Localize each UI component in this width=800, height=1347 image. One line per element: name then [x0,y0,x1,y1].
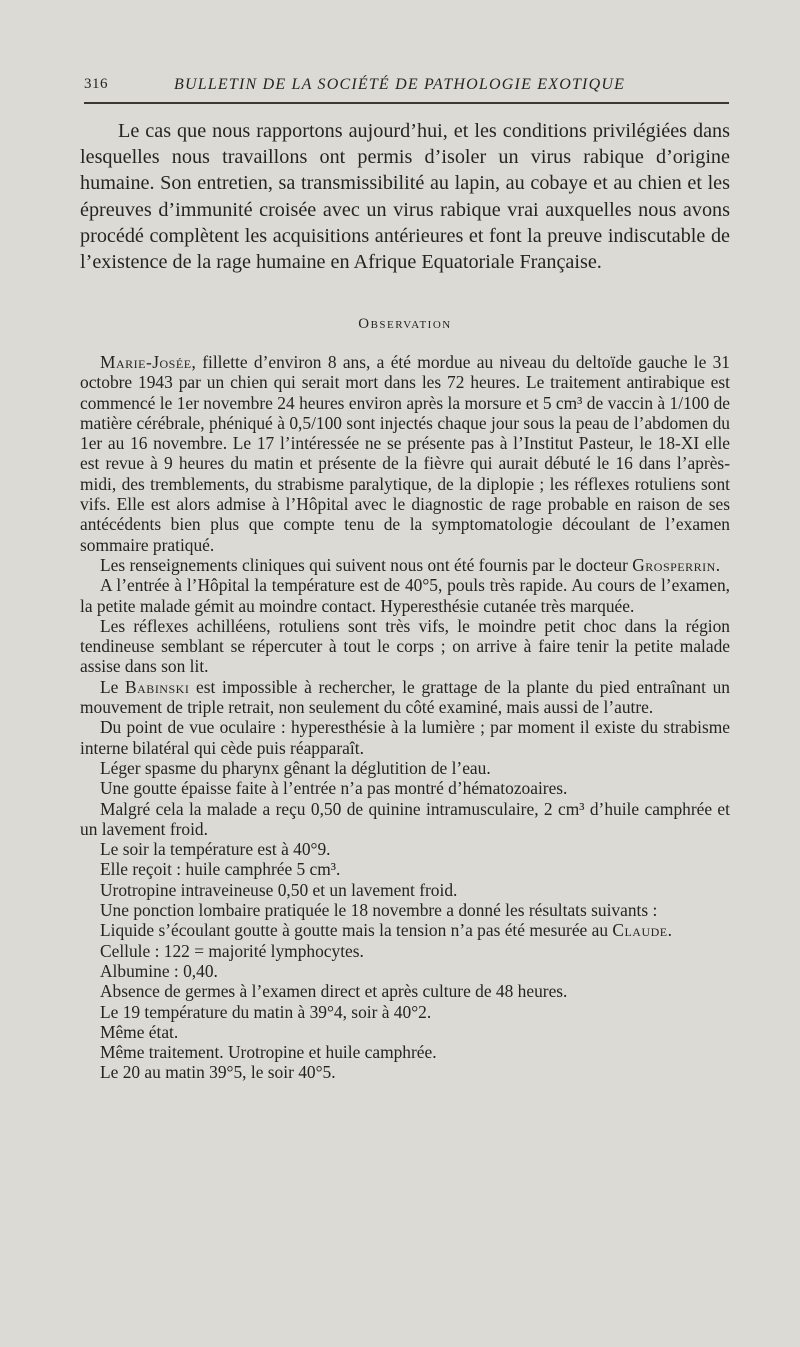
observation-paragraph: Léger spasme du pharynx gênant la déglutition de l’eau. [100,757,491,778]
observation-paragraph: Le 20 au matin 39°5, le soir 40°5. [100,1062,336,1083]
observation-paragraph: Elle reçoit : huile camphrée 5 cm³. [100,859,341,880]
observation-paragraph: Une goutte épaisse faite à l’entrée n’a pas montré d’hématozoaires. [100,778,568,799]
observation-paragraph: Même traitement. Urotropine et huile camphrée. [100,1042,437,1063]
claude-term: Claude [612,920,668,941]
observation-paragraph: Le soir la température est à 40°9. [100,839,331,860]
observation-paragraph: Absence de germes à l’examen direct et après culture de 48 heures. [100,981,568,1002]
observation-paragraph: Cellule : 122 = majorité lymphocytes. [100,940,364,961]
observation-text: Liquide s’écoulant goutte à goutte mais la tension n’a pas été mesurée au [100,920,613,941]
observation-paragraph: Les renseignements cliniques qui suivent nous ont été fournis par le docteur Grosperrin. [100,554,721,575]
observation-paragraph: Une ponction lombaire pratiquée le 18 novembre a donné les résultats suivants : [100,900,658,921]
observation-paragraph: Le Babinski est impossible à rechercher, le grattage de la plante du pied entraînant un mouvement de triple retrait, non seulement du côté examiné, mais aussi de l’autre. [80,676,730,718]
header-rule [84,102,729,104]
observation-text: Les renseignements cliniques qui suivent nous ont été fournis par le docteur [100,554,633,575]
observation-text: , fillette d’environ 8 ans, a été mordue au niveau du deltoïde gauche le 31 octobre 1943 par un chien qui serait mort dans les 72 heures. Le traitement antirabique est commencé le 1er novembre 24 heures environ après la morsure et 5 cm³ de vaccin à 1/100 de matière cérébrale, phéniqué à 0,5/100 sont injectés chaque jour sous la peau de l’abdomen du 1er au 16 novembre. Le 17 l’intéressée ne se présente pas à l’Institut Pasteur, le 18-XI elle est revue à 9 heures du matin et présente de la fièvre qui aurait débuté le 16 dans l’après-midi, des tremblements, du strabisme paralytique, de la diplopie ; les réflexes rotuliens sont vifs. Elle est alors admise à l’Hôpital avec le diagnostic de rage probable en raison de ses antécédents bien plus que compte tenu de la symptomatologie découlant de l’examen sommaire pratiqué. [80,352,730,555]
intro-section [80,118,730,275]
page-header [84,74,729,98]
observation-paragraph: Albumine : 0,40. [100,960,218,981]
running-title: BULLETIN DE LA SOCIÉTÉ DE PATHOLOGIE EXOTIQUE [174,76,626,93]
observation-paragraph: Malgré cela la malade a reçu 0,50 de quinine intramusculaire, 2 cm³ d’huile camphrée et un lavement froid. [80,798,730,839]
intro-paragraph: Le cas que nous rapportons aujourd’hui, et les conditions privilégiées dans lesquelles nous travaillons ont permis d’isoler un virus rabique d’origine humaine. Son entretien, sa transmissibilité au lapin, au cobaye et au chien et les épreuves d’immunité croisée avec un virus rabique vrai auxquelles nous avons procédé complètent les acquisitions antérieures et font la preuve indiscutable de l’existence de la rage humaine en Afrique Equatoriale Française. [80,120,730,274]
observation-paragraph: Les réflexes achilléens, rotuliens sont très vifs, le moindre petit choc dans la région tendineuse semblant se répercuter à tout le corps ; on arrive à faire tenir la petite malade assise dans son lit. [80,615,730,677]
observation-section [80,352,730,1083]
observation-paragraph: Liquide s’écoulant goutte à goutte mais la tension n’a pas été mesurée au Claude. [100,920,672,941]
page-number: 316 [84,76,108,92]
observation-paragraph: Le 19 température du matin à 39°4, soir à 40°2. [100,1001,432,1022]
doctor-name: Grosperrin [632,554,716,575]
patient-name: Marie-Josée [100,352,192,372]
observation-text: est impossible à rechercher, le grattage de la plante du pied entraînant un mouvement de triple retrait, non seulement du côté examiné, mais aussi de l’autre. [80,676,730,718]
babinski-term: Babinski [125,676,190,697]
observation-paragraph: Même état. [100,1021,179,1042]
observation-paragraph: Du point de vue oculaire : hyperesthésie à la lumière ; par moment il existe du strabisme interne bilatéral qui cède puis réapparaît. [80,717,730,758]
section-title: Observation [358,316,452,332]
observation-paragraph [80,352,730,555]
observation-paragraph: Urotropine intraveineuse 0,50 et un lavement froid. [100,879,458,900]
observation-paragraph: A l’entrée à l’Hôpital la température est de 40°5, pouls très rapide. Au cours de l’examen, la petite malade gémit au moindre contact. Hyperesthésie cutanée très marquée. [80,575,730,616]
